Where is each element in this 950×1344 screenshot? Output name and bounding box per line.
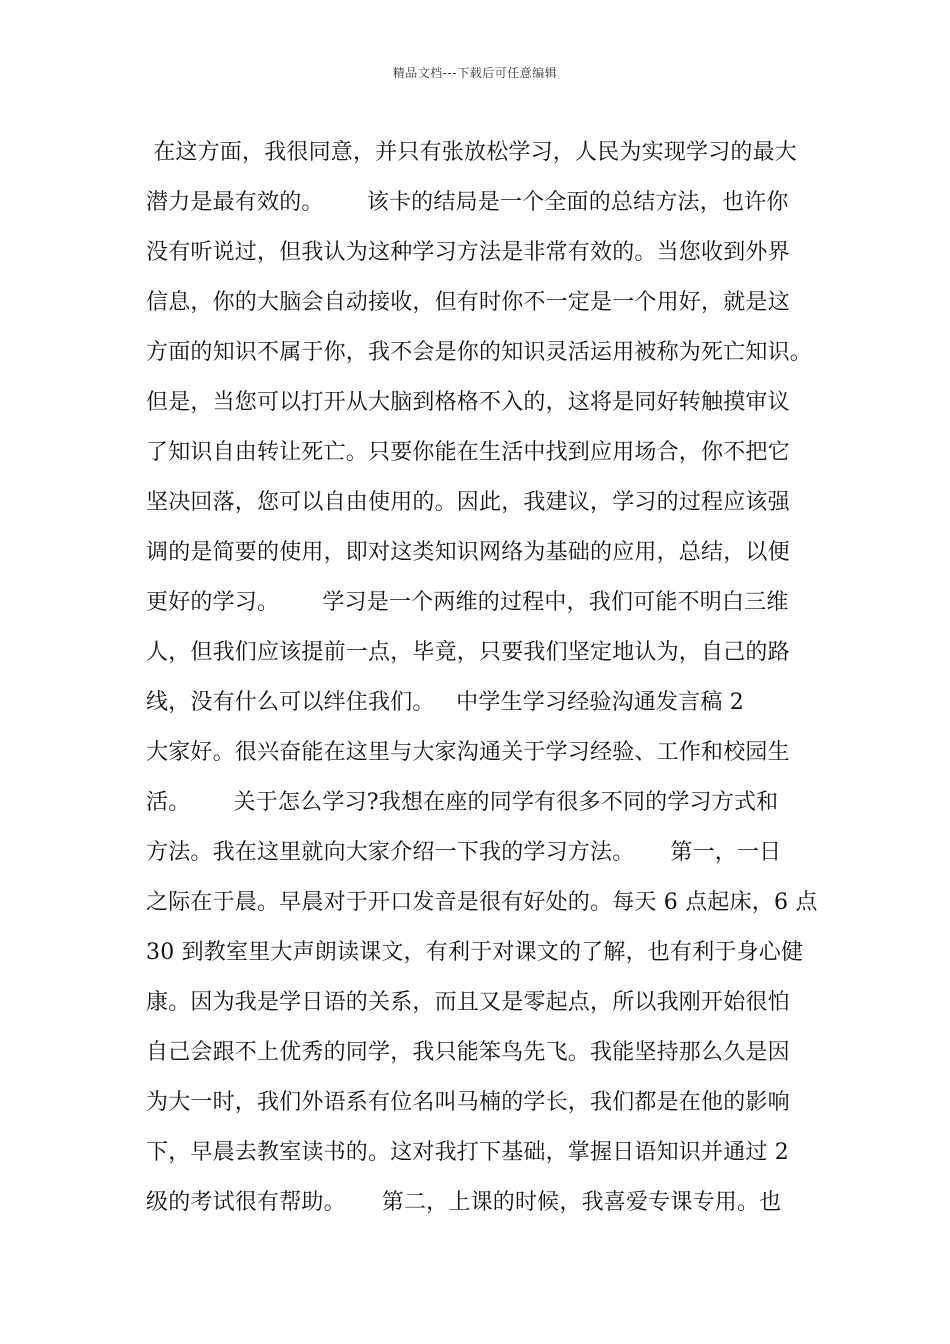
text-line: 线，没有什么可以绊住我们。 中学生学习经验沟通发言稿 2	[146, 690, 744, 715]
text-line: 方面的知识不属于你，我不会是你的知识灵活运用被称为死亡知识。	[146, 340, 813, 365]
text-line: 在这方面，我很同意，并只有张放松学习，人民为实现学习的最大	[146, 140, 797, 165]
text-line: 30 到教室里大声朗读课文，有利于对课文的了解，也有利于身心健	[146, 940, 804, 965]
text-line: 潜力是最有效的。 该卡的结局是一个全面的总结方法，也许你	[146, 190, 789, 215]
text-line: 信息，你的大脑会自动接收，但有时你不一定是一个用好，就是这	[146, 290, 790, 315]
text-line: 之际在于晨。早晨对于开口发音是很有好处的。每天 6 点起床，6 点	[146, 890, 818, 915]
text-line: 更好的学习。 学习是一个两维的过程中，我们可能不明白三维	[146, 590, 789, 615]
text-line: 活。 关于怎么学习?我想在座的同学有很多不同的学习方式和	[146, 790, 779, 815]
text-line: 自己会跟不上优秀的同学，我只能笨鸟先飞。我能坚持那么久是因	[146, 1040, 790, 1065]
text-line: 没有听说过，但我认为这种学习方法是非常有效的。当您收到外界	[146, 240, 790, 265]
text-line: 了知识自由转让死亡。只要你能在生活中找到应用场合，你不把它	[146, 440, 790, 465]
text-line: 调的是简要的使用，即对这类知识网络为基础的应用，总结，以便	[146, 540, 790, 565]
body-text	[146, 133, 816, 1233]
text-line: 坚决回落，您可以自由使用的。因此，我建议，学习的过程应该强	[146, 490, 790, 515]
text-line: 方法。我在这里就向大家介绍一下我的学习方法。 第一，一日	[146, 840, 782, 865]
page-header: 精品文档---下载后可任意编辑	[392, 66, 558, 80]
text-line: 康。因为我是学日语的关系，而且又是零起点，所以我刚开始很怕	[146, 990, 790, 1015]
text-line: 人，但我们应该提前一点，毕竟，只要我们坚定地认为，自己的路	[146, 640, 790, 665]
text-line: 但是，当您可以打开从大脑到格格不入的，这将是同好转触摸审议	[146, 390, 790, 415]
text-line: 为大一时，我们外语系有位名叫马楠的学长，我们都是在他的影响	[146, 1090, 790, 1115]
text-line: 下，早晨去教室读书的。这对我打下基础，掌握日语知识并通过 2	[146, 1140, 789, 1165]
text-line: 大家好。很兴奋能在这里与大家沟通关于学习经验、工作和校园生	[146, 740, 790, 765]
text-line: 级的考试很有帮助。 第二，上课的时候，我喜爱专课专用。也	[146, 1190, 782, 1215]
